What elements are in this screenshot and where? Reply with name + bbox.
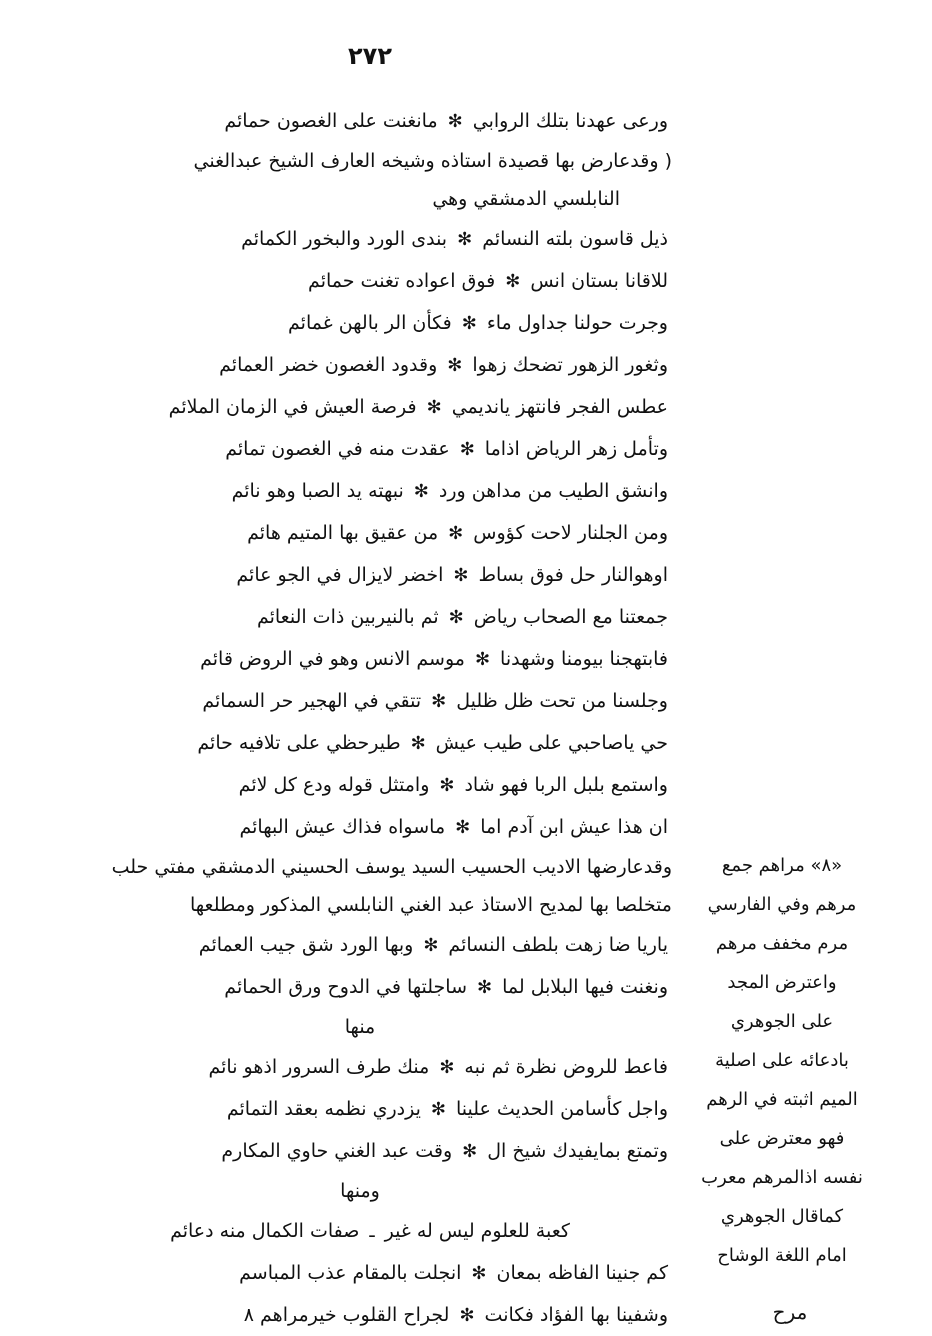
verse-second-hemistich: وامتثل قوله ودع كل لائم	[238, 774, 430, 796]
verse-second-hemistich: ساجلتها في الدوح ورق الحمائم	[224, 976, 468, 998]
catchword: مرح	[772, 1300, 808, 1324]
verse-separator: ✻	[462, 1140, 478, 1162]
verse-second-hemistich: وقدود الغصون خضر العمائم	[219, 354, 438, 376]
prose-line: النابلسي الدمشقي وهي	[432, 188, 620, 210]
verse-line	[40, 638, 680, 680]
verse-line	[40, 1046, 680, 1088]
verse-first-hemistich: واجل كأسامن الحديث علينا	[455, 1098, 668, 1120]
verse-second-hemistich: نبهته يد الصبا وهو نائم	[231, 480, 404, 502]
verse-line	[40, 596, 680, 638]
verse-second-hemistich: عقدت منه في الغصون تمائم	[225, 438, 450, 460]
margin-note-line: على الجوهري	[730, 1011, 834, 1032]
verse-line	[40, 218, 680, 260]
verse-line	[40, 512, 680, 554]
verse-second-hemistich: منك طرف السرور اذهو نائم	[208, 1056, 430, 1078]
verse-separator: ✻	[505, 270, 521, 292]
verse-separator: ✻	[410, 732, 426, 754]
verse-line	[40, 722, 680, 764]
verse-line	[40, 1088, 680, 1130]
verse-separator: ✻	[448, 522, 464, 544]
verse-second-hemistich: اخضر لايزال في الجو عائم	[236, 564, 444, 586]
verse-separator: ✻	[423, 934, 439, 956]
margin-note-line: الميم اثبته في الرهم	[706, 1089, 858, 1110]
verse-separator: ✻	[430, 1098, 446, 1120]
verse-second-hemistich: فوق اعواده تغنت حمائم	[308, 270, 496, 292]
verse-second-hemistich: فرصة العيش في الزمان الملائم	[168, 396, 417, 418]
margin-note-line: واعترض المجد	[727, 972, 837, 993]
verse-first-hemistich: وجرت حولنا جداول ماء	[486, 312, 668, 334]
verse-line	[40, 680, 680, 722]
verse-separator: ✻	[471, 1262, 487, 1284]
margin-note-line: كماقال الجوهري	[720, 1206, 844, 1227]
verse-second-hemistich: تتقي في الهجير حر السمائم	[202, 690, 422, 712]
verse-line	[40, 428, 680, 470]
verse-first-hemistich: حي ياصاحبي على طيب عيش	[435, 732, 668, 754]
verse-first-hemistich: وتأمل زهر الرياض اذاما	[484, 438, 668, 460]
verse-first-hemistich: وتمتع بمايفيدك شيخ ال	[487, 1140, 668, 1162]
margin-note-line: فهو معترض على	[719, 1128, 845, 1149]
verse-first-hemistich: وثغور الزهور تضحك زهوا	[472, 354, 668, 376]
verse-second-hemistich: فكأن الر بالهن غمائم	[288, 312, 452, 334]
verse-second-hemistich: ماسواه فذاك عيش البهائم	[239, 816, 446, 838]
verse-first-hemistich: فاعط للروض نظرة ثم نبه	[464, 1056, 668, 1078]
verse-first-hemistich: كم جنينا الفاظه بمعان	[496, 1262, 668, 1284]
section-marker: ومنها	[340, 1180, 380, 1202]
prose-line: متخلصا بها لمديح الاستاذ عبد الغني النابلسي المذكور ومطلعها	[189, 894, 672, 916]
prose-line: وقدعارضها الاديب الحسيب السيد يوسف الحسيني الدمشقي مفتي حلب	[111, 856, 672, 878]
verse-first-hemistich: ورعى عهدنا بتلك الروابي	[472, 110, 668, 132]
verse-separator: ✻	[477, 976, 493, 998]
verse-second-hemistich: موسم الانس وهو في الروض قائم	[200, 648, 465, 670]
verse-second-hemistich: من عقيق بها المتيم هائم	[247, 522, 439, 544]
page-number: ٢٧٢	[348, 42, 392, 70]
verse-separator: ✻	[461, 312, 477, 334]
verse-second-hemistich: طيرحظي على تلافيه حائم	[197, 732, 401, 754]
verse-first-hemistich: وجلسنا من تحت ظل ظليل	[456, 690, 668, 712]
verse-separator: ✻	[455, 816, 471, 838]
verse-first-hemistich: واستمع بلبل الربا فهو شاد	[464, 774, 668, 796]
verse-separator: ✻	[459, 1304, 475, 1326]
verse-line	[40, 966, 680, 1008]
verse-line	[40, 806, 680, 848]
verse-separator: ✻	[448, 606, 464, 628]
verse-separator: ✻	[431, 690, 447, 712]
verse-second-hemistich: مانغنت على الغصون حمائم	[224, 110, 438, 132]
verse-second-hemistich: ثم بالنيربين ذات النعائم	[256, 606, 439, 628]
verse-line	[40, 470, 680, 512]
verse-separator: ✻	[447, 110, 463, 132]
verse-separator: ✻	[426, 396, 442, 418]
verse-separator: ✻	[457, 228, 473, 250]
verse-separator: ✻	[447, 354, 463, 376]
verse-line	[40, 302, 680, 344]
verse-first-hemistich: ان هذا عيش ابن آدم اما	[480, 816, 668, 838]
verse-line	[40, 386, 680, 428]
margin-note-line: مرم مخفف مرهم	[715, 933, 849, 954]
verse-line	[40, 260, 680, 302]
verse-second-hemistich: وبها الورد شق جيب العمائم	[198, 934, 414, 956]
margin-note-line: «٨» مراهم جمع	[721, 855, 843, 876]
main-text-block	[40, 100, 680, 1336]
verse-first-hemistich: عطس الفجر فانتهز يانديمي	[451, 396, 668, 418]
verse-line	[40, 1210, 680, 1252]
verse-second-hemistich: يزدري نظمه بعقد التمائم	[226, 1098, 421, 1120]
verse-line	[40, 344, 680, 386]
verse-first-hemistich: وشفينا بها الفؤاد فكانت	[484, 1304, 668, 1326]
verse-line	[40, 554, 680, 596]
verse-line	[40, 100, 680, 142]
verse-separator: ✻	[453, 564, 469, 586]
margin-note-line: مرهم وفي الفارسي	[707, 894, 857, 915]
verse-separator: ✻	[459, 438, 475, 460]
verse-second-hemistich: لجراح القلوب خيرمراهم ٨	[243, 1304, 450, 1326]
verse-separator: ✻	[474, 648, 491, 670]
verse-first-hemistich: فابتهجنا بيومنا وشهدنا	[500, 648, 668, 670]
verse-first-hemistich: جمعتنا مع الصحاب رياض	[473, 606, 668, 628]
prose-line: ( وقدعارض بها قصيدة استاذه وشيخه العارف الشيخ عبدالغني	[193, 150, 672, 172]
verse-second-hemistich: انجلت بالمقام عذب المباسم	[239, 1262, 462, 1284]
verse-first-hemistich: ونغنت فيها البلابل لما	[502, 976, 668, 998]
verse-first-hemistich: للاقانا بستان انس	[530, 270, 668, 292]
verse-line	[40, 924, 680, 966]
verse-line	[40, 764, 680, 806]
verse-second-hemistich: صفات الكمال منه دعائم	[170, 1220, 360, 1242]
verse-first-hemistich: وانشق الطيب من مداهن ورد	[438, 480, 668, 502]
verse-second-hemistich: وقت عبد الغني حاوي المكارم	[221, 1140, 453, 1162]
verse-line	[40, 1294, 680, 1336]
verse-first-hemistich: كعبة للعلوم ليس له غير	[384, 1220, 570, 1242]
verse-first-hemistich: ومن الجلنار لاحت كؤوس	[473, 522, 668, 544]
verse-first-hemistich: اوهوالنار حل فوق بساط	[478, 564, 668, 586]
verse-second-hemistich: بندى الورد والبخور الكمائم	[241, 228, 448, 250]
verse-separator: ✻	[413, 480, 429, 502]
margin-footnote	[684, 846, 880, 1275]
verse-separator: ✻	[439, 774, 455, 796]
verse-separator: ✻	[439, 1056, 455, 1078]
margin-note-line: بادعائه على اصلية	[715, 1050, 849, 1071]
verse-first-hemistich: ذيل قاسون بلته النسائم	[482, 228, 668, 250]
section-marker: منها	[344, 1016, 376, 1038]
margin-note-line: امام اللغة الوشاح	[717, 1245, 847, 1266]
margin-note-line: نفسه اذالمرهم معرب	[701, 1167, 863, 1188]
verse-line	[40, 1130, 680, 1172]
verse-line	[40, 1252, 680, 1294]
verse-first-hemistich: ياريا ضا زهت بلطف النسائم	[448, 934, 668, 956]
verse-separator: ـ	[369, 1220, 375, 1242]
